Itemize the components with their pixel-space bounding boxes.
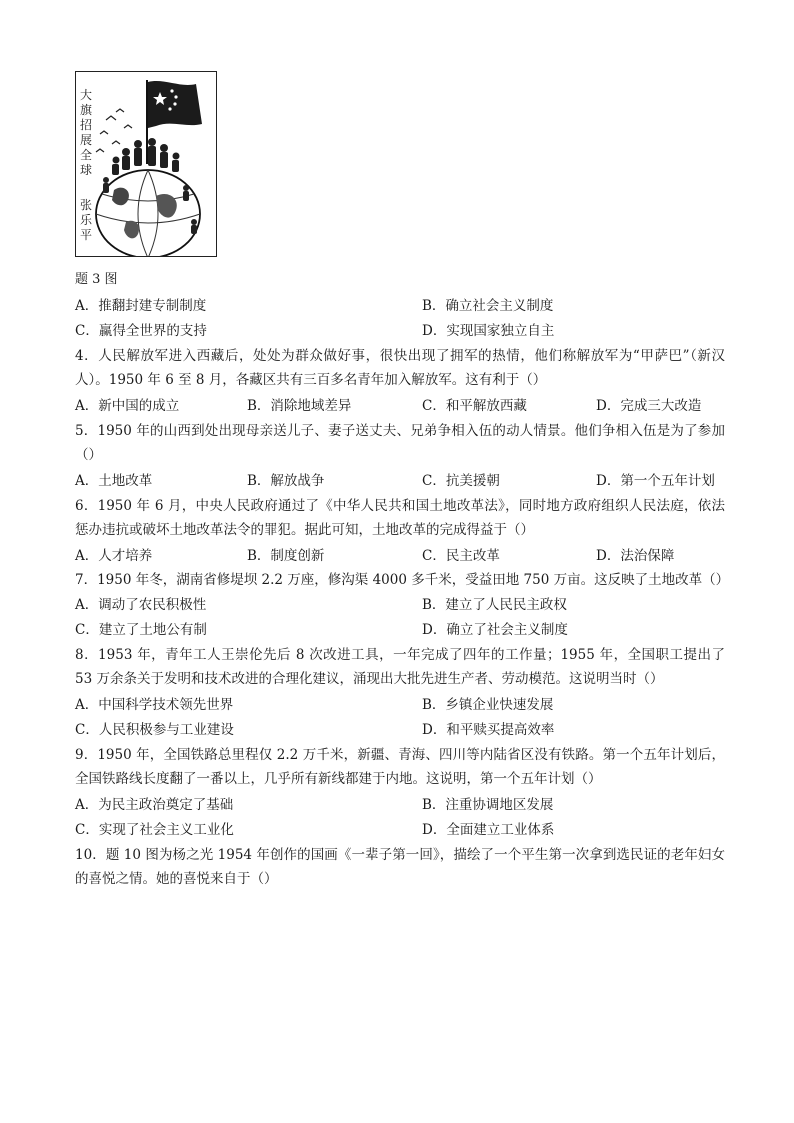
q4-option-d: D．完成三大改造 (596, 398, 702, 414)
q6-option-d: D．法治保障 (596, 548, 675, 564)
q9-option-c: C．实现了社会主义工业化 (75, 822, 234, 838)
figure-title-char: 招 (79, 118, 92, 132)
q3-option-b: B．确立社会主义制度 (422, 298, 554, 314)
q9-option-a: A．为民主政治奠定了基础 (75, 797, 234, 813)
q5-option-d: D．第一个五年计划 (596, 473, 715, 489)
q7-option-d: D．确立了社会主义制度 (422, 622, 568, 638)
figure-author-char: 平 (79, 228, 92, 242)
q3-option-d: D．实现国家独立自主 (422, 323, 555, 339)
q7-option-c: C．建立了土地公有制 (75, 622, 207, 638)
q6-stem: 6．1950 年 6 月，中央人民政府通过了《中华人民共和国土地改革法》，同时地方政府组织人民法庭，依法惩办违抗或破坏土地改革法令的罪犯。据此可知，土地改革的完成得益于（） (75, 498, 725, 538)
q9-option-b: B．注重协调地区发展 (422, 797, 554, 813)
q5-option-b: B．解放战争 (247, 473, 325, 489)
q8-option-b: B．乡镇企业快速发展 (422, 697, 554, 713)
q9-option-d: D．全面建立工业体系 (422, 822, 555, 838)
figure-title-char: 球 (79, 163, 92, 177)
q8-option-c: C．人民积极参与工业建设 (75, 722, 234, 738)
q10-stem: 10．题 10 图为杨之光 1954 年创作的国画《一辈子第一回》，描绘了一个平生第一次拿到选民证的老年妇女的喜悦之情。她的喜悦来自于（） (75, 847, 725, 887)
q7-stem: 7．1950 年冬，湖南省修堤坝 2.2 万座，修沟渠 4000 多千米，受益田地 750 万亩。这反映了土地改革（） (75, 572, 730, 588)
q6-option-a: A．人才培养 (75, 548, 153, 564)
q6-option-c: C．民主改革 (422, 548, 500, 564)
figure-title-char: 展 (79, 133, 92, 147)
q8-option-d: D．和平赎买提高效率 (422, 722, 555, 738)
figure-title-char: 全 (79, 148, 92, 162)
q3-option-a: A．推翻封建专制制度 (75, 298, 207, 314)
q7-option-a: A．调动了农民积极性 (75, 597, 207, 613)
q7-option-b: B．建立了人民民主政权 (422, 597, 567, 613)
q4-option-a: A．新中国的成立 (75, 398, 180, 414)
q5-option-a: A．土地改革 (75, 473, 153, 489)
figure-title-char: 旗 (79, 103, 92, 117)
q4-option-c: C．和平解放西藏 (422, 398, 527, 414)
cartoon-figure (75, 71, 217, 257)
q5-option-c: C．抗美援朝 (422, 473, 500, 489)
q3-option-c: C．赢得全世界的支持 (75, 323, 207, 339)
figure-author-char: 乐 (79, 213, 92, 227)
figure-caption: 题 3 图 (75, 272, 118, 287)
q9-stem: 9．1950 年，全国铁路总里程仅 2.2 万千米，新疆、青海、四川等内陆省区没有铁路。第一个五年计划后，全国铁路线长度翻了一番以上，几乎所有新线都建于内地。这说明，第一个五年计划（） (75, 747, 725, 787)
q8-stem: 8．1953 年，青年工人王崇伦先后 8 次改进工具，一年完成了四年的工作量；1955 年，全国职工提出了 53 万余条关于发明和技术改进的合理化建议，涌现出大批先进生产者、劳动模范。这说明当时（） (75, 647, 725, 687)
figure-title-char: 大 (79, 88, 92, 102)
q5-stem: 5．1950 年的山西到处出现母亲送儿子、妻子送丈夫、兄弟争相入伍的动人情景。他们争相入伍是为了参加（） (75, 423, 725, 463)
q4-option-b: B．消除地域差异 (247, 398, 352, 414)
q6-option-b: B．制度创新 (247, 548, 325, 564)
figure-title-vertical (79, 88, 93, 178)
q4-stem: 4．人民解放军进入西藏后，处处为群众做好事，很快出现了拥军的热情，他们称解放军为“甲萨巴”（新汉人）。1950 年 6 至 8 月，各藏区共有三百多名青年加入解放军。这有利于（） (75, 348, 725, 388)
figure-author-char: 张 (79, 198, 92, 212)
q8-option-a: A．中国科学技术领先世界 (75, 697, 234, 713)
cartoon-illustration (76, 72, 217, 257)
figure-author-vertical (79, 198, 93, 243)
